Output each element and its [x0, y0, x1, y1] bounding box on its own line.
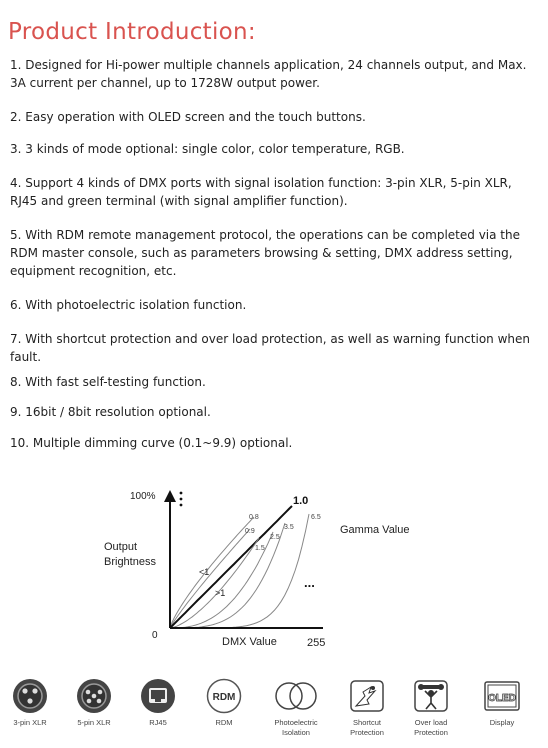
display-icon	[482, 678, 522, 714]
gamma-curve-0-9	[170, 529, 250, 628]
list-item: 10. Multiple dimming curve (0.1~9.9) optional.	[10, 436, 293, 450]
icon-cell	[0, 678, 64, 728]
curve-label: 3.5	[284, 524, 294, 531]
y-axis-arrow	[164, 490, 176, 502]
y-axis-label: Output	[104, 541, 138, 553]
rj45-icon	[140, 678, 176, 714]
curve-label: 1.0	[293, 495, 309, 507]
gamma-curve-1-0	[170, 506, 292, 628]
page-title: Product Introduction:	[8, 19, 256, 46]
ellipsis-label: ...	[304, 575, 315, 590]
gamma-curve-6-5	[170, 514, 309, 628]
list-item: 1. Designed for Hi-power multiple channels application, 24 channels output, and Max. 3A current per channel, up to 1728W output power.	[10, 58, 527, 90]
curve-label: 2.5	[270, 534, 280, 541]
icon-label: RDM	[215, 718, 233, 727]
list-item: 7. With shortcut protection and over load protection, as well as warning function when fault.	[10, 332, 530, 364]
list-item: 8. With fast self-testing function.	[10, 375, 206, 389]
icon-cell	[262, 678, 330, 738]
list-item: 3. 3 kinds of mode optional: single color, color temperature, RGB.	[10, 142, 405, 156]
y-top-label: 100%	[130, 491, 156, 502]
ellipsis-dot	[180, 504, 183, 507]
icon-cell	[124, 678, 192, 728]
legend-label: Gamma Value	[340, 524, 410, 536]
list-item: 5. With RDM remote management protocol, the operations can be completed via the RDM master console, such as parameters browsing & setting, DMX address setting, equipment recognition, etc.	[10, 228, 520, 278]
icon-cell	[468, 678, 536, 728]
over-load-protection-icon	[411, 678, 451, 714]
icon-label: Display	[489, 718, 515, 727]
gamma-curve-3-5	[170, 523, 285, 628]
region-label-lt: <1	[199, 567, 210, 577]
curve-label: 1.5	[255, 545, 265, 552]
list-item: 2. Easy operation with OLED screen and the touch buttons.	[10, 110, 366, 124]
photoelectric-isolation-icon	[273, 678, 319, 714]
curve-label: 0.8	[249, 514, 259, 521]
rdm-glyph: RDM	[212, 692, 236, 703]
icon-label: Protection	[414, 728, 448, 737]
icon-cell	[397, 678, 465, 738]
icon-label: 5-pin XLR	[77, 718, 111, 727]
icon-label: RJ45	[149, 718, 167, 727]
rdm-icon	[206, 678, 242, 714]
icon-label: Shortcut	[353, 718, 381, 727]
3-pin-xlr-icon	[12, 678, 48, 714]
feature-icons-row	[0, 678, 548, 748]
5-pin-xlr-icon	[76, 678, 112, 714]
ellipsis-dot	[180, 492, 183, 495]
curve-label: 6.5	[311, 514, 321, 521]
list-item: 6. With photoelectric isolation function.	[10, 298, 247, 312]
y-axis-label: Brightness	[104, 556, 156, 568]
oled-glyph: OLED	[488, 693, 516, 704]
list-item: 9. 16bit / 8bit resolution optional.	[10, 405, 211, 419]
x-axis-label: DMX Value	[222, 636, 277, 648]
curve-label: 0.9	[245, 528, 255, 535]
ellipsis-dot	[180, 498, 183, 501]
gamma-curve-chart	[0, 480, 548, 650]
origin-label: 0	[152, 630, 158, 641]
list-item: 4. Support 4 kinds of DMX ports with signal isolation function: 3-pin XLR, 5-pin XLR, RJ45 and green terminal (with signal amplifier function).	[10, 176, 512, 208]
x-max-label: 255	[307, 637, 326, 649]
icon-label: Photoelectric	[274, 718, 318, 727]
icon-label: Protection	[350, 728, 384, 737]
icon-label: Isolation	[282, 728, 310, 737]
shortcut-protection-icon	[347, 678, 387, 714]
icon-cell	[333, 678, 401, 738]
region-label-gt: >1	[215, 588, 226, 598]
icon-cell	[190, 678, 258, 728]
icon-label: Over load	[414, 718, 448, 727]
icon-cell	[60, 678, 128, 728]
icon-label: 3-pin XLR	[13, 718, 47, 727]
